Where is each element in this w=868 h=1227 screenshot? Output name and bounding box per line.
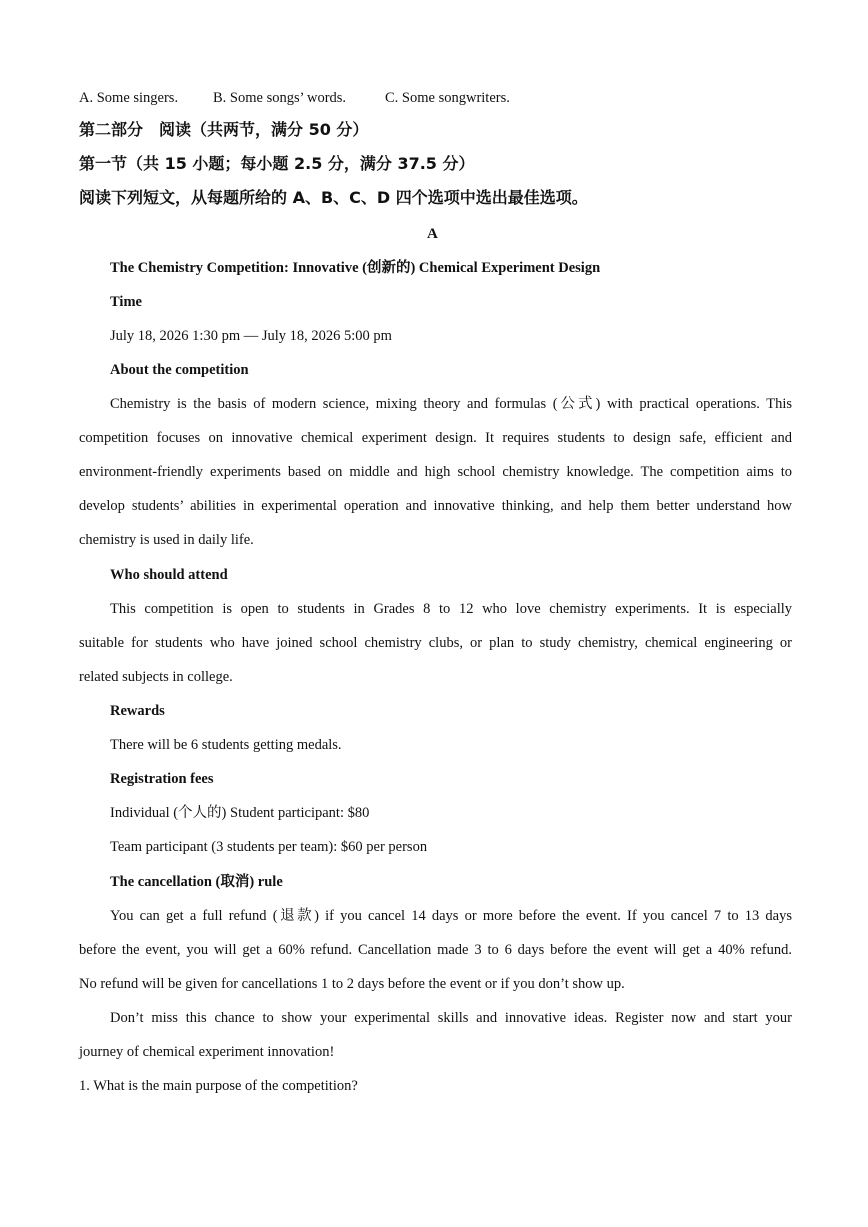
who-heading: Who should attend	[110, 567, 228, 583]
passage-title: The Chemistry Competition: Innovative (创新的) Chemical Experiment Design	[110, 260, 601, 276]
subsection-heading: 第一节（共 15 小题；每小题 2.5 分，满分 37.5 分）	[79, 154, 475, 173]
question-1: 1. What is the main purpose of the competition?	[79, 1078, 358, 1094]
about-line: Chemistry is the basis of modern science, mixing theory and formulas (公式) with practical operations. This	[110, 396, 792, 412]
about-line: environment-friendly experiments based on middle and high school chemistry knowledge. The competition aims to	[79, 464, 792, 480]
option-a: A. Some singers.	[79, 90, 179, 106]
about-line: develop students’ abilities in experimental operation and innovative thinking, and help them better understand how	[79, 498, 792, 514]
who-line: related subjects in college.	[79, 669, 233, 685]
closing-line: Don’t miss this chance to show your experimental skills and innovative ideas. Register now and start your	[110, 1010, 792, 1026]
rewards-heading: Rewards	[110, 703, 165, 719]
instruction: 阅读下列短文，从每题所给的 A、B、C、D 四个选项中选出最佳选项。	[79, 188, 588, 207]
rewards-text: There will be 6 students getting medals.	[110, 737, 342, 753]
cancel-line: You can get a full refund (退款) if you cancel 14 days or more before the event. If you cancel 7 to 13 days	[110, 908, 792, 924]
about-heading: About the competition	[110, 362, 249, 378]
cancel-heading: The cancellation (取消) rule	[110, 874, 283, 890]
fees-heading: Registration fees	[110, 771, 214, 787]
about-line: chemistry is used in daily life.	[79, 532, 254, 548]
who-line: suitable for students who have joined school chemistry clubs, or plan to study chemistry, chemical engineering or	[79, 635, 792, 651]
time-value: July 18, 2026 1:30 pm — July 18, 2026 5:00 pm	[110, 328, 392, 344]
closing-line: journey of chemical experiment innovation!	[79, 1044, 335, 1060]
option-c: C. Some songwriters.	[385, 90, 510, 106]
cancel-line: before the event, you will get a 60% refund. Cancellation made 3 to 6 days before the event will get a 40% refund.	[79, 942, 792, 958]
prev-question-options	[79, 89, 510, 107]
who-line: This competition is open to students in Grades 8 to 12 who love chemistry experiments. It is especially	[110, 601, 792, 617]
passage-letter: A	[427, 226, 438, 242]
about-line: competition focuses on innovative chemical experiment design. It requires students to design safe, efficient and	[79, 430, 792, 446]
fee-team: Team participant (3 students per team): $60 per person	[110, 839, 428, 855]
option-b: B. Some songs’ words.	[213, 90, 347, 106]
cancel-line: No refund will be given for cancellations 1 to 2 days before the event or if you don’t show up.	[79, 976, 625, 992]
fee-individual: Individual (个人的) Student participant: $80	[110, 805, 370, 821]
time-heading: Time	[110, 294, 142, 310]
section-heading: 第二部分 阅读（共两节，满分 50 分）	[79, 120, 369, 139]
